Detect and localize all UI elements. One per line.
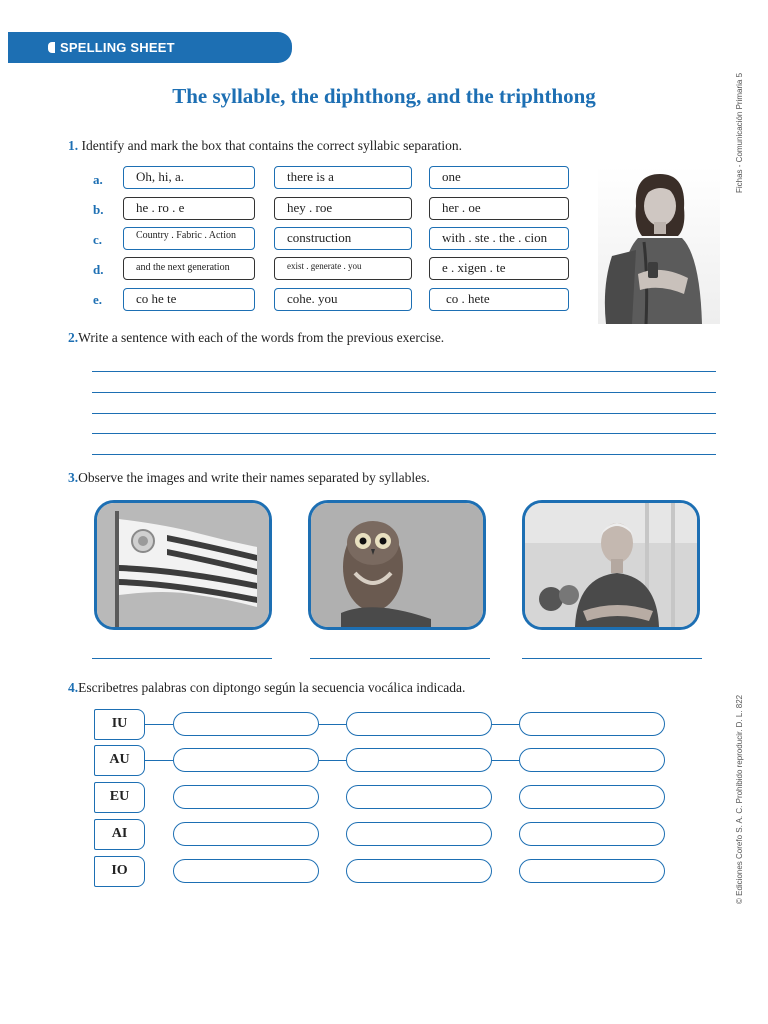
side-caption-bottom: © Ediciones Corefo S. A. C. Prohibido reproducir. D. L. 822 [735, 694, 744, 904]
connector-line [145, 760, 173, 761]
writing-line[interactable] [92, 371, 716, 372]
question-text: Identify and mark the box that contains the correct syllabic separation. [81, 138, 462, 153]
uruguay-flag-image [97, 503, 269, 627]
answer-pill[interactable] [346, 712, 492, 736]
connector-line [492, 724, 519, 725]
option-box[interactable]: Oh, hi, a. [123, 166, 255, 189]
vowel-sequence-label: AI [94, 819, 145, 850]
answer-pill[interactable] [173, 859, 319, 883]
answer-pill[interactable] [346, 785, 492, 809]
owl-image [311, 503, 483, 627]
owl-photo [308, 500, 486, 630]
answer-pill[interactable] [519, 748, 665, 772]
question-text: Write a sentence with each of the words from the previous exercise. [78, 330, 445, 345]
elderly-man-image [525, 503, 697, 627]
vowel-sequence-label: IU [94, 709, 145, 740]
option-box[interactable]: construction [274, 227, 412, 250]
option-box[interactable]: cohe. you [274, 288, 412, 311]
man-photo [522, 500, 700, 630]
question-number: 2. [68, 330, 79, 345]
answer-pill[interactable] [173, 712, 319, 736]
connector-line [319, 724, 346, 725]
option-box[interactable]: exist . generate . you [274, 257, 412, 280]
answer-pill[interactable] [346, 748, 492, 772]
question-1 [68, 138, 462, 154]
connector-line [145, 724, 173, 725]
answer-line[interactable] [310, 658, 490, 659]
question-number: 1. [68, 138, 79, 153]
answer-pill[interactable] [173, 822, 319, 846]
writing-line[interactable] [92, 433, 716, 434]
question-text: Escribetres palabras con diptongo según la secuencia vocálica indicada. [78, 680, 466, 695]
option-box[interactable]: co he te [123, 288, 255, 311]
answer-pill[interactable] [519, 859, 665, 883]
vowel-sequence-label: AU [94, 745, 145, 776]
row-letter: b. [93, 202, 104, 217]
answer-pill[interactable] [519, 712, 665, 736]
section-banner [8, 32, 292, 63]
option-box[interactable]: he . ro . e [123, 197, 255, 220]
answer-line[interactable] [92, 658, 272, 659]
answer-pill[interactable] [346, 822, 492, 846]
answer-pill[interactable] [519, 822, 665, 846]
option-box[interactable]: her . oe [429, 197, 569, 220]
writing-line[interactable] [92, 454, 716, 455]
option-box[interactable]: hey . roe [274, 197, 412, 220]
answer-pill[interactable] [173, 748, 319, 772]
answer-pill[interactable] [346, 859, 492, 883]
vowel-sequence-label: EU [94, 782, 145, 813]
answer-line[interactable] [522, 658, 702, 659]
connector-line [492, 760, 519, 761]
banner-bullet-icon [48, 42, 55, 53]
row-letter: a. [93, 172, 103, 187]
connector-line [319, 760, 346, 761]
option-box[interactable]: e . xigen . te [429, 257, 569, 280]
question-number: 3. [68, 470, 79, 485]
banner-label: SPELLING SHEET [60, 40, 175, 55]
row-letter: e. [93, 292, 103, 307]
row-letter: d. [93, 262, 104, 277]
option-box[interactable]: co . hete [429, 288, 569, 311]
option-box[interactable]: and the next generation [123, 257, 255, 280]
option-box[interactable]: there is a [274, 166, 412, 189]
question-number: 4. [68, 680, 79, 695]
question-3 [68, 470, 430, 486]
row-letter: c. [93, 232, 103, 247]
question-text: Observe the images and write their names separated by syllables. [78, 470, 430, 485]
vowel-sequence-label: IO [94, 856, 145, 887]
option-box[interactable]: with . ste . the . cion [429, 227, 569, 250]
flag-photo [94, 500, 272, 630]
side-caption-top: Fichas - Comunicación Primaria 5 [735, 72, 744, 193]
writing-line[interactable] [92, 413, 716, 414]
answer-pill[interactable] [173, 785, 319, 809]
question-2 [68, 330, 444, 346]
option-box[interactable]: one [429, 166, 569, 189]
question-4 [68, 680, 465, 696]
page-title: The syllable, the diphthong, and the triphthong [172, 84, 596, 108]
writing-line[interactable] [92, 392, 716, 393]
option-box[interactable]: Country . Fabric . Action [123, 227, 255, 250]
girl-with-backpack-image [598, 166, 720, 324]
answer-pill[interactable] [519, 785, 665, 809]
